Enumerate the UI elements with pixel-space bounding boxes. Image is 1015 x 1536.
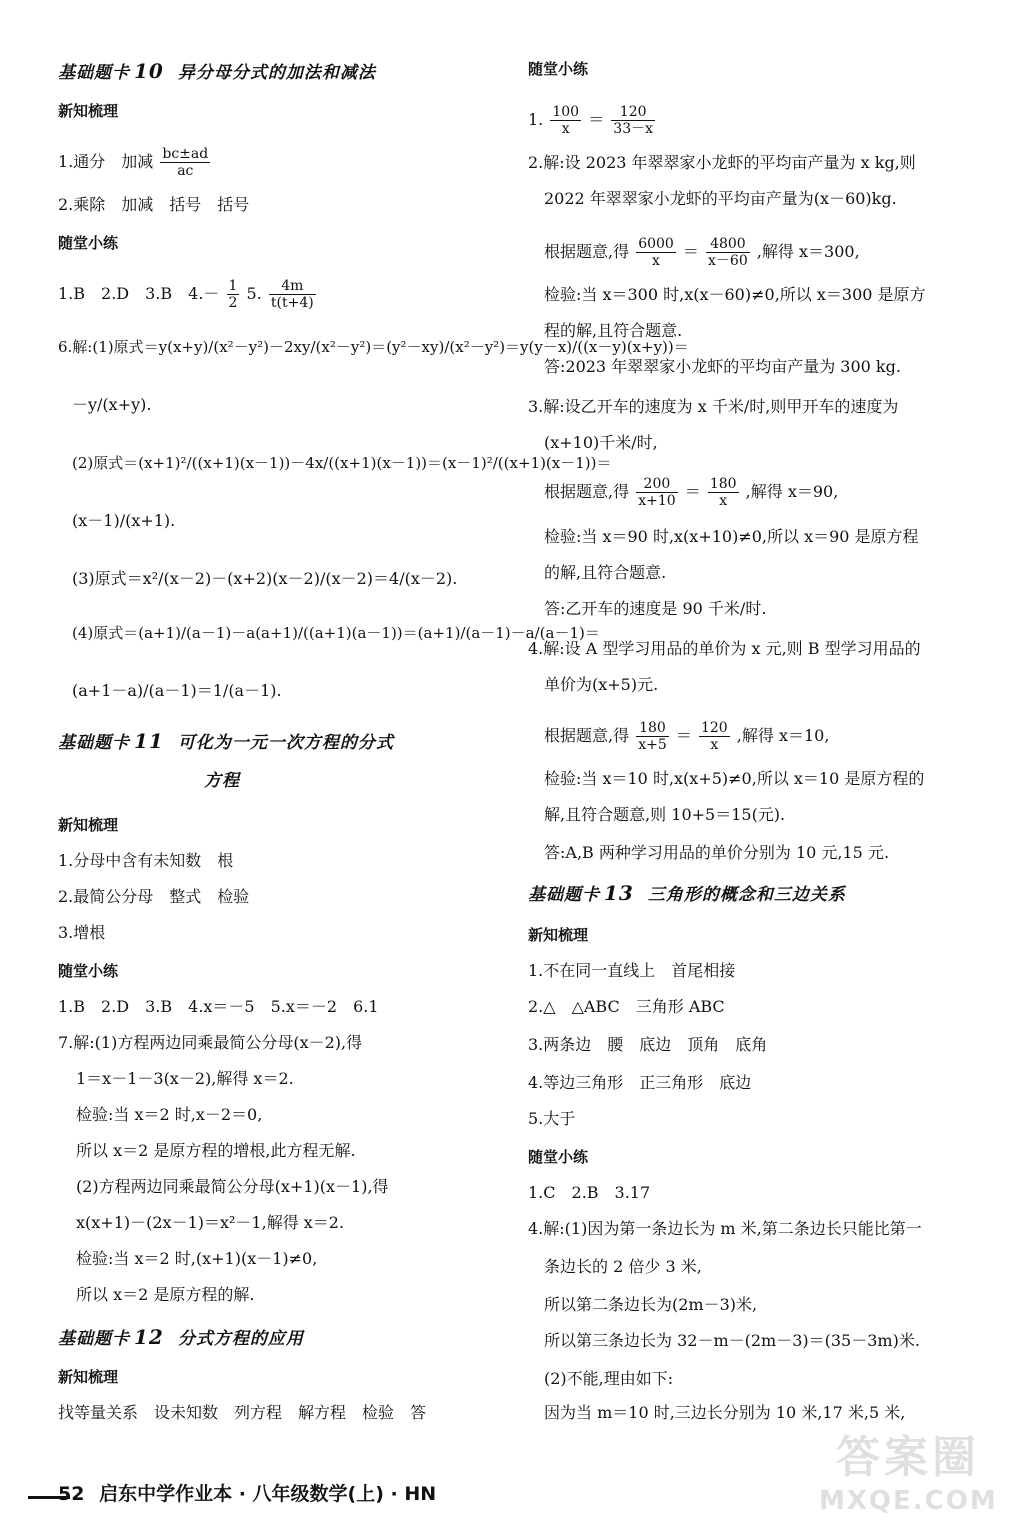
- answer-line: [58, 146, 212, 179]
- answer-line: 找等量关系 设未知数 列方程 解方程 检验 答: [58, 1403, 427, 1422]
- answer-text: 根据题意,得: [544, 242, 630, 261]
- denominator: x: [652, 253, 660, 269]
- solution-line: 检验:当 x＝300 时,x(x－60)≠0,所以 x＝300 是原方: [544, 285, 926, 304]
- fraction: [160, 146, 210, 179]
- book-title: 启东中学作业本 · 八年级数学(上) · HN: [99, 1483, 437, 1505]
- answer-text: ,解得 x＝90,: [745, 482, 839, 501]
- solution-line: [544, 476, 838, 509]
- fraction: [269, 278, 316, 311]
- denominator: x: [719, 493, 728, 509]
- answer-line: 1.不在同一直线上 首尾相接: [528, 961, 736, 980]
- answer-line: 2.最简公分母 整式 检验: [58, 887, 250, 906]
- answer-text: ,解得 x＝300,: [756, 242, 860, 261]
- solution-line: 检验:当 x＝10 时,x(x+5)≠0,所以 x＝10 是原方程的: [544, 769, 925, 788]
- section-title: 随堂小练: [528, 1148, 589, 1166]
- answer-text: 5.: [246, 284, 262, 303]
- answer-line: 5.大于: [528, 1109, 576, 1128]
- denominator: t(t+4): [270, 295, 314, 311]
- card-number: 13: [604, 881, 634, 905]
- section-title: 随堂小练: [58, 234, 119, 252]
- answer-line: 2.△ △ABC 三角形 ABC: [528, 997, 725, 1016]
- solution-line: 程的解,且符合题意.: [544, 321, 683, 340]
- denominator: x+5: [638, 737, 667, 753]
- card-label: 基础题卡: [58, 733, 130, 753]
- numerator: 1: [228, 278, 238, 294]
- solution-line: －y/(x+y).: [72, 395, 152, 414]
- solution-line: 2.解:设 2023 年翠翠家小龙虾的平均亩产量为 x kg,则: [528, 153, 916, 172]
- denominator: x: [710, 737, 719, 753]
- card-title: 三角形的概念和三边关系: [647, 885, 846, 905]
- answer-text: 1.通分 加减: [58, 152, 154, 171]
- solution-line: x(x+1)－(2x－1)＝x²－1,解得 x＝2.: [76, 1213, 345, 1232]
- denominator: ac: [177, 163, 194, 179]
- numerator: 200: [636, 476, 677, 493]
- page-number: 52: [58, 1483, 85, 1505]
- fraction: [611, 104, 655, 137]
- answer-line: 3.两条边 腰 底边 顶角 底角: [528, 1035, 768, 1054]
- numerator: 4m: [269, 278, 316, 295]
- answer-line: [58, 278, 318, 311]
- solution-line: 的解,且符合题意.: [544, 563, 667, 582]
- equals-sign: ＝: [588, 110, 605, 129]
- card-13-heading: [528, 882, 846, 906]
- solution-line: 条边长的 2 倍少 3 米,: [544, 1257, 702, 1276]
- numerator: 6000: [638, 236, 674, 252]
- answer-line: 4.等边三角形 正三角形 底边: [528, 1073, 752, 1092]
- answer-text: 根据题意,得: [544, 482, 630, 501]
- solution-line: 7.解:(1)方程两边同乘最简公分母(x－2),得: [58, 1033, 363, 1052]
- solution-line: (x+10)千米/时,: [544, 433, 658, 452]
- solution-line: (4)原式＝(a+1)/(a－1)－a(a+1)/((a+1)(a－1))＝(a+1)/(a－1)－a/(a－1)＝: [72, 624, 600, 642]
- solution-line: 单价为(x+5)元.: [544, 675, 659, 694]
- solution-line: 解,且符合题意,则 10+5＝15(元).: [544, 805, 786, 824]
- equals-sign: ＝: [682, 242, 699, 261]
- card-number: 12: [134, 1325, 164, 1349]
- card-number: 10: [134, 59, 164, 83]
- fraction: [706, 236, 750, 269]
- solution-line: 4.解:设 A 型学习用品的单价为 x 元,则 B 型学习用品的: [528, 639, 921, 658]
- numerator: 120: [700, 720, 728, 736]
- answer-text: 根据题意,得: [544, 726, 630, 745]
- numerator: bc±ad: [162, 146, 209, 162]
- answer-text: 1.B 2.D 3.B 4.－: [58, 284, 220, 303]
- numerator: 100: [552, 104, 580, 120]
- solution-line: (2)方程两边同乘最简公分母(x+1)(x－1),得: [76, 1177, 389, 1196]
- numerator: 180: [709, 476, 737, 492]
- solution-line: (a+1－a)/(a－1)＝1/(a－1).: [72, 681, 282, 700]
- card-10-heading: [58, 60, 376, 84]
- numerator: 4800: [706, 236, 750, 253]
- card-title-continued: 方程: [204, 771, 240, 791]
- solution-line: 所以 x＝2 是原方程的解.: [76, 1285, 255, 1304]
- denominator: 2: [228, 295, 238, 311]
- solution-line: [544, 720, 829, 753]
- answer-line: 2.乘除 加减 括号 括号: [58, 195, 250, 214]
- fraction: [227, 278, 240, 311]
- solution-line: 所以第二条边长为(2m－3)米,: [544, 1295, 758, 1314]
- card-11-heading: [58, 730, 394, 754]
- solution-line: 所以 x＝2 是原方程的增根,此方程无解.: [76, 1141, 356, 1160]
- fraction: [636, 476, 677, 509]
- solution-line: 因为当 m＝10 时,三边长分别为 10 米,17 米,5 米,: [544, 1403, 906, 1422]
- card-12-heading: [58, 1326, 304, 1350]
- card-title: 可化为一元一次方程的分式: [177, 733, 394, 753]
- denominator: x: [561, 121, 570, 137]
- denominator: x－60: [708, 253, 748, 269]
- answer-text: 1.: [528, 110, 544, 129]
- answer-line: [528, 104, 657, 137]
- solution-line: 6.解:(1)原式＝y(x+y)/(x²－y²)－2xy/(x²－y²)＝(y²－xy)/(x²－y²)＝y(y－x)/((x－y)(x+y))＝: [58, 338, 689, 356]
- equals-sign: ＝: [675, 726, 692, 745]
- denominator: 33－x: [613, 121, 654, 137]
- solution-line: 检验:当 x＝2 时,x－2＝0,: [76, 1105, 263, 1124]
- card-number: 11: [134, 729, 164, 753]
- answer-line: 1.分母中含有未知数 根: [58, 851, 234, 870]
- card-title: 异分母分式的加法和减法: [177, 63, 376, 83]
- fraction: [636, 720, 669, 753]
- denominator: x+10: [638, 493, 676, 509]
- solution-line: (x－1)/(x+1).: [72, 511, 176, 530]
- solution-line: 4.解:(1)因为第一条边长为 m 米,第二条边长只能比第一: [528, 1219, 922, 1238]
- fraction: [636, 236, 676, 269]
- solution-line: (2)原式＝(x+1)²/((x+1)(x－1))－4x/((x+1)(x－1))＝(x－1)²/((x+1)(x－1))＝: [72, 454, 612, 472]
- solution-line: 答:乙开车的速度是 90 千米/时.: [544, 599, 767, 618]
- solution-line: 答:A,B 两种学习用品的单价分别为 10 元,15 元.: [544, 843, 890, 862]
- answer-line: 1.B 2.D 3.B 4.x＝－5 5.x＝－2 6.1: [58, 997, 379, 1016]
- watermark-text: 答案圈: [836, 1432, 980, 1483]
- answer-line: 1.C 2.B 3.17: [528, 1183, 651, 1202]
- solution-line: 所以第三条边长为 32－m－(2m－3)＝(35－3m)米.: [544, 1331, 920, 1350]
- solution-line: 答:2023 年翠翠家小龙虾的平均亩产量为 300 kg.: [544, 357, 901, 376]
- fraction: [708, 476, 739, 509]
- numerator: 180: [636, 720, 669, 737]
- solution-line: (2)不能,理由如下:: [544, 1369, 674, 1388]
- section-title: 新知梳理: [58, 816, 119, 834]
- solution-line: 检验:当 x＝90 时,x(x+10)≠0,所以 x＝90 是原方程: [544, 527, 919, 546]
- solution-line: [544, 236, 860, 269]
- section-title: 新知梳理: [58, 1368, 119, 1386]
- section-title: 随堂小练: [528, 60, 589, 78]
- watermark-logo: [819, 1432, 997, 1528]
- solution-line: 1＝x－1－3(x－2),解得 x＝2.: [76, 1069, 294, 1088]
- fraction: [699, 720, 730, 753]
- solution-line: (3)原式＝x²/(x－2)－(x+2)(x－2)/(x－2)＝4/(x－2).: [72, 569, 458, 588]
- equals-sign: ＝: [684, 482, 701, 501]
- solution-line: 检验:当 x＝2 时,(x+1)(x－1)≠0,: [76, 1249, 318, 1268]
- card-title: 分式方程的应用: [177, 1329, 304, 1349]
- answer-line: 3.增根: [58, 923, 106, 942]
- section-title: 新知梳理: [58, 102, 119, 120]
- fraction: [550, 104, 581, 137]
- solution-line: 2022 年翠翠家小龙虾的平均亩产量为(x－60)kg.: [544, 189, 897, 208]
- section-title: 随堂小练: [58, 962, 119, 980]
- card-label: 基础题卡: [58, 63, 130, 83]
- section-title: 新知梳理: [528, 926, 589, 944]
- numerator: 120: [611, 104, 655, 121]
- page-footer: [58, 1479, 436, 1506]
- card-label: 基础题卡: [58, 1329, 130, 1349]
- solution-line: 3.解:设乙开车的速度为 x 千米/时,则甲开车的速度为: [528, 397, 899, 416]
- watermark-url: MXQE.COM: [819, 1486, 998, 1516]
- answer-text: ,解得 x＝10,: [736, 726, 830, 745]
- card-label: 基础题卡: [528, 885, 600, 905]
